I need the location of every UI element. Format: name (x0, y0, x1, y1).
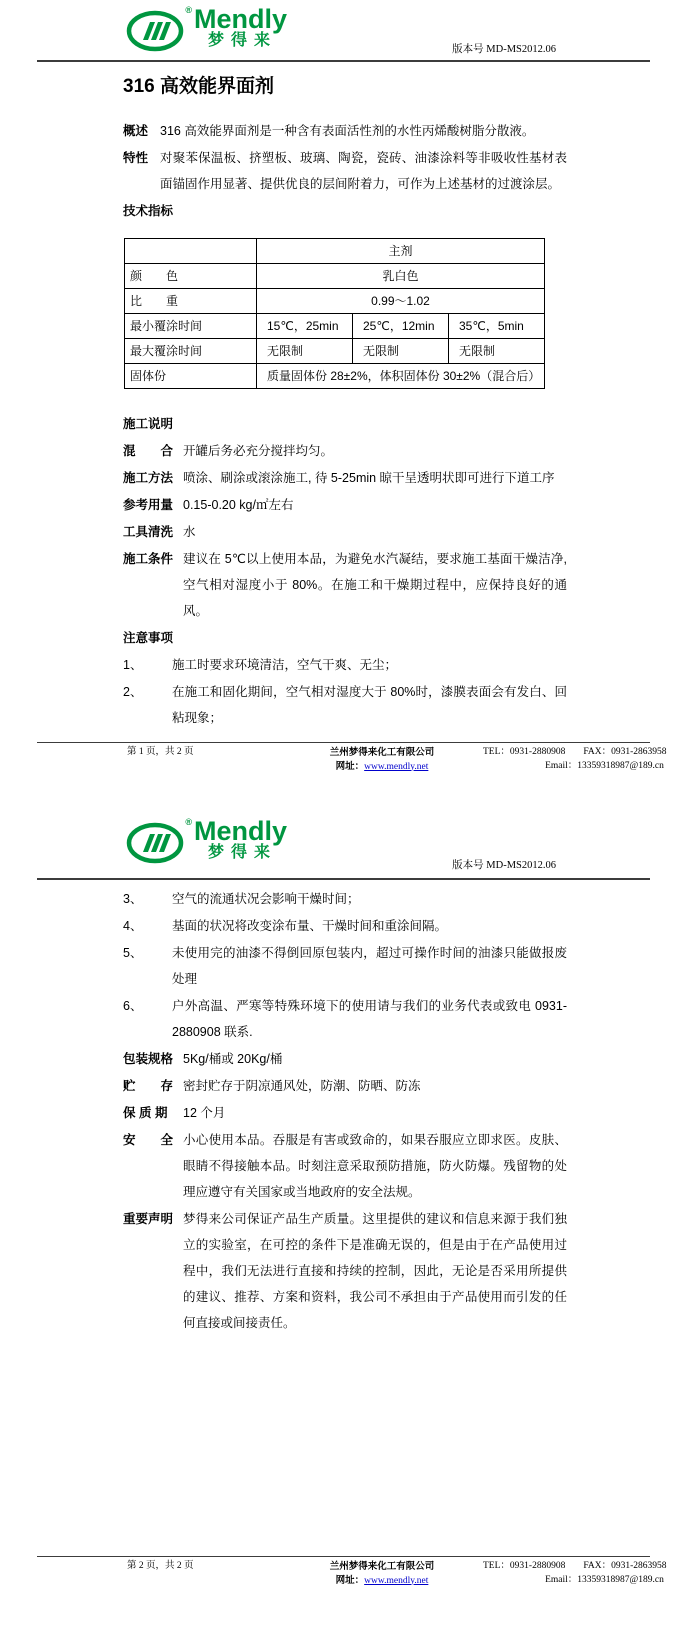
note-item (123, 679, 567, 731)
overview-label: 概述 (123, 124, 149, 138)
brand-wordmark-chinese: 梦得来 (208, 844, 278, 861)
table-cell-empty (125, 239, 257, 264)
website-label: 网址： (335, 760, 365, 772)
fax-number: FAX：0931-2863958 (583, 1561, 667, 1571)
brand-wordmark: Mendly (194, 816, 288, 846)
item-text: 建议在 5℃以上使用本品，为避免水汽凝结，要求施工基面干燥洁净, 空气相对湿度小于 80%。在施工和干燥期过程中，应保持良好的通风。 (183, 552, 567, 618)
item-text: 喷涂、刷涂或滚涂施工, 待 5-25min 晾干呈透明状即可进行下道工序 (183, 471, 555, 485)
tel-number: TEL：0931-2880908 (483, 747, 566, 757)
page1-footer (37, 742, 667, 774)
overview-row (123, 118, 567, 144)
brand-wordmark-block (194, 6, 287, 49)
item-label: 工具清洗 (123, 525, 174, 539)
table-row-label: 最小覆涂时间 (125, 314, 257, 339)
info-item (123, 1046, 567, 1072)
contact-line (477, 746, 687, 760)
email-address: Email：13359318987@189.cn (545, 760, 664, 771)
note-number: 2、 (123, 685, 143, 699)
note-text: 空气的流通状况会影响干燥时间； (172, 892, 360, 906)
item-text: 密封贮存于阴凉通风处，防潮、防晒、防冻 (183, 1079, 421, 1093)
table-cell: 无限制 (353, 339, 449, 364)
note-text: 未使用完的油漆不得倒回原包装内，超过可操作时间的油漆只能做报废处理 (172, 946, 567, 986)
tech-specs-table (124, 238, 545, 389)
company-name: 兰州梦得来化工有限公司 (329, 747, 435, 758)
page-header (0, 0, 687, 56)
construction-item (123, 465, 567, 491)
table-cell: 无限制 (449, 339, 545, 364)
item-label: 参考用量 (123, 498, 174, 512)
table-row (125, 264, 545, 289)
table-row-label: 颜 色 (125, 264, 257, 289)
construction-item (123, 546, 567, 624)
note-item (123, 886, 567, 912)
note-number: 4、 (123, 919, 143, 933)
table-cell: 质量固体份 28±2%，体积固体份 30±2%（混合后） (257, 364, 545, 389)
contact-line (477, 1560, 687, 1574)
note-text: 施工时要求环境清洁，空气干爽、无尘； (172, 658, 398, 672)
table-row (125, 289, 545, 314)
note-text: 基面的状况将改变涂布量、干燥时间和重涂间隔。 (172, 919, 448, 933)
mendly-emblem-icon (126, 817, 192, 864)
info-item (123, 1127, 567, 1205)
table-cell: 乳白色 (257, 264, 545, 289)
version-number: 版本号 MD-MS2012.06 (452, 44, 556, 55)
item-text: 0.15-0.20 kg/㎡左右 (183, 498, 294, 512)
item-label: 施工方法 (123, 471, 174, 485)
features-label: 特性 (123, 151, 149, 165)
table-row (125, 364, 545, 389)
item-text: 开罐后务必充分搅拌均匀。 (183, 444, 334, 458)
construction-item (123, 492, 567, 518)
item-text: 12 个月 (183, 1106, 226, 1120)
version-number: 版本号 MD-MS2012.06 (452, 860, 556, 871)
document-page-1 (0, 0, 687, 782)
note-item (123, 993, 567, 1045)
note-number: 6、 (123, 999, 143, 1013)
note-item (123, 652, 567, 678)
tech-specs-heading: 技术指标 (123, 204, 174, 218)
brand-wordmark-block (194, 818, 287, 861)
table-row-label: 最大覆涂时间 (125, 339, 257, 364)
notes-heading: 注意事项 (123, 631, 174, 645)
item-text: 小心使用本品。吞服是有害或致命的，如果吞服应立即求医。皮肤、眼睛不得接触本品。时刻注意采取预防措施，防火防爆。残留物的处理应遵守有关国家或当地政府的安全法规。 (183, 1133, 567, 1199)
info-item (123, 1206, 567, 1336)
table-cell: 25℃，12min (353, 314, 449, 339)
brand-wordmark-chinese: 梦得来 (208, 32, 278, 49)
note-item (123, 940, 567, 992)
document-page-2 (0, 782, 687, 1638)
company-name: 兰州梦得来化工有限公司 (329, 1561, 435, 1572)
item-text: 水 (183, 525, 196, 539)
table-column-header: 主剂 (257, 239, 545, 264)
table-cell: 35℃，5min (449, 314, 545, 339)
table-row-label: 比 重 (125, 289, 257, 314)
brand-logo (126, 816, 356, 864)
table-row-label: 固体份 (125, 364, 257, 389)
construction-item (123, 519, 567, 545)
product-title: 316 高效能界面剂 (123, 76, 274, 97)
table-row (125, 314, 545, 339)
item-text: 梦得来公司保证产品生产质量。这里提供的建议和信息来源于我们独立的实验室，在可控的条件下是准确无误的，但是由于在产品使用过程中，我们无法进行直接和持续的控制，因此，无论是否采用所提供的建议、推荐、方案和资料，我公司不承担由于产品使用而引发的任何直接或间接责任。 (183, 1212, 567, 1330)
item-label: 贮 存 (123, 1079, 174, 1093)
registered-trademark: ® (185, 817, 192, 827)
tel-number: TEL：0931-2880908 (483, 1561, 566, 1571)
note-number: 3、 (123, 892, 143, 906)
construction-heading: 施工说明 (123, 417, 174, 431)
table-row (125, 339, 545, 364)
page-number: 第 1 页，共 2 页 (127, 747, 194, 757)
table-cell: 15℃，25min (257, 314, 353, 339)
website-label: 网址： (335, 1574, 365, 1586)
note-item (123, 913, 567, 939)
item-label: 重要声明 (123, 1212, 174, 1226)
item-label: 施工条件 (123, 552, 174, 566)
page2-footer (37, 1556, 667, 1588)
brand-wordmark: Mendly (194, 4, 288, 34)
overview-text: 316 高效能界面剂是一种含有表面活性剂的水性丙烯酸树脂分散液。 (160, 124, 535, 138)
table-cell: 0.99～1.02 (257, 289, 545, 314)
construction-item (123, 438, 567, 464)
website-link[interactable]: www.mendly.net (364, 761, 429, 772)
features-text: 对聚苯保温板、挤塑板、玻璃、陶瓷，瓷砖、油漆涂料等非吸收性基材表面锚固作用显著、提供优良的层间附着力，可作为上述基材的过渡涂层。 (160, 151, 567, 191)
page1-content (123, 118, 567, 731)
page2-content (123, 886, 567, 1336)
note-text: 在施工和固化期间，空气相对湿度大于 80%时，漆膜表面会有发白、回粘现象； (172, 685, 567, 725)
info-item (123, 1100, 567, 1126)
email-address: Email：13359318987@189.cn (545, 1574, 664, 1585)
item-text: 5Kg/桶或 20Kg/桶 (183, 1052, 283, 1066)
mendly-emblem-icon (126, 5, 192, 52)
header-divider (37, 60, 650, 62)
website-line (287, 760, 477, 775)
fax-number: FAX：0931-2863958 (583, 747, 667, 757)
item-label: 保 质 期 (123, 1106, 168, 1120)
item-label: 混 合 (123, 444, 174, 458)
website-line (287, 1574, 477, 1589)
features-row (123, 145, 567, 197)
note-number: 1、 (123, 658, 143, 672)
registered-trademark: ® (185, 5, 192, 15)
info-item (123, 1073, 567, 1099)
page-header (0, 782, 687, 871)
table-row (125, 239, 545, 264)
item-label: 包装规格 (123, 1052, 174, 1066)
item-label: 安 全 (123, 1133, 174, 1147)
website-link[interactable]: www.mendly.net (364, 1575, 429, 1586)
note-number: 5、 (123, 946, 143, 960)
brand-logo (126, 4, 356, 52)
table-cell: 无限制 (257, 339, 353, 364)
header-divider (37, 878, 650, 880)
page-number: 第 2 页，共 2 页 (127, 1561, 194, 1571)
note-text: 户外高温、严寒等特殊环境下的使用请与我们的业务代表或致电 0931-2880908 联系. (172, 999, 567, 1039)
